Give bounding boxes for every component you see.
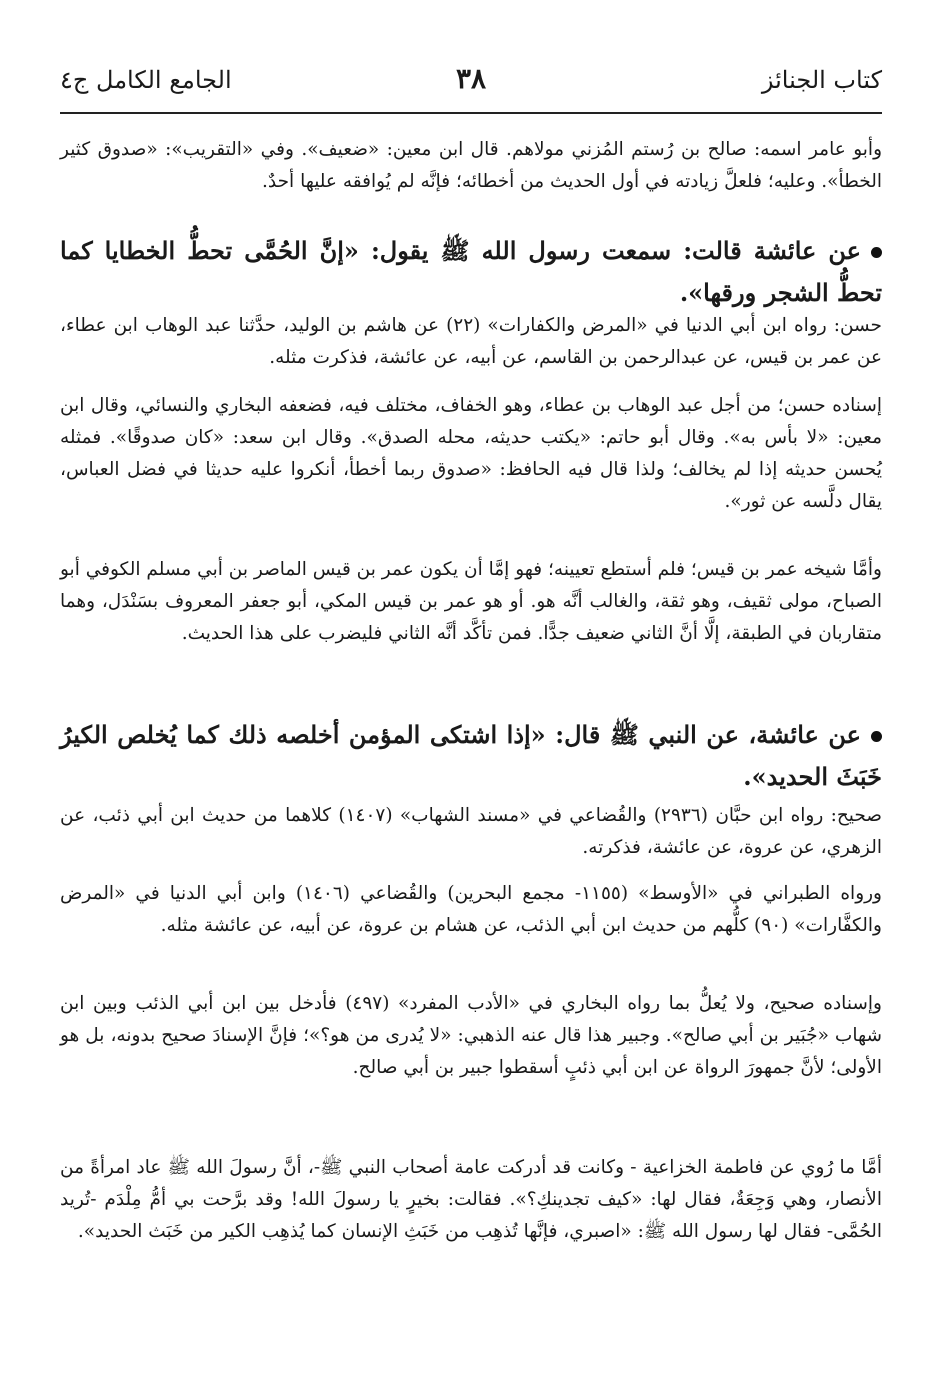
paragraph-text: أمَّا ما رُوي عن فاطمة الخزاعية - وكانت قد أدركت عامة أصحاب النبي ﷺ-، أنَّ رسولَ الله ﷺ عاد امرأةً من الأنصار، وهي وَجِعَةٌ، فقال لها: «كيف تجدينكِ؟». فقالت: بخيرٍ يا رسولَ الله! وقد برَّحت بي أمُّ مِلْدَم -تُريد الحُمَّى- فقال لها رسول الله ﷺ: «اصبري، فإنَّها تُذهِب من خَبَثِ الإنسان كما يُذهِب الكير من خَبَث الحديد». [60, 1157, 882, 1242]
paragraph-text: صحيح: رواه ابن حبَّان (٢٩٣٦) والقُضاعي في «مسند الشهاب» (١٤٠٧) كلاهما من حديث ابن أبي ذئب، عن الزهري، عن عروة، عن عائشة، فذكرته. [60, 805, 883, 858]
header-rule [60, 112, 882, 114]
paragraph-note [60, 988, 882, 1084]
paragraph-note [60, 800, 882, 864]
volume-title: الجامع الكامل ج٤ [60, 66, 232, 94]
page-header [60, 58, 882, 102]
paragraph-hadith [60, 714, 882, 798]
bullet-icon [871, 247, 882, 258]
paragraph-note [60, 878, 882, 942]
paragraph-text: وأمَّا شيخه عمر بن قيس؛ فلم أستطع تعيينه؛ فهو إمَّا أن يكون عمر بن قيس الماصر بن أبي مسلم الكوفي أبو الصباح، مولى ثقيف، وهو ثقة، والغالب أنَّه هو. أو هو عمر بن قيس المكي، أبو جعفر المعروف بسَنْدَل، وهما متقاربان في الطبقة، إلَّا أنَّ الثاني ضعيف جدًّا. فمن تأكَّد أنَّه الثاني فليضرب على هذا الحديث. [60, 559, 882, 644]
book-title: كتاب الجنائز [761, 66, 882, 94]
page-number: ٣٨ [455, 62, 487, 95]
paragraph-text: عن عائشة، عن النبي ﷺ قال: «إذا اشتكى المؤمن أخلصه ذلك كما يُخلص الكيرُ خَبَثَ الحديد». [60, 720, 882, 791]
paragraph-text: حسن: رواه ابن أبي الدنيا في «المرض والكفارات» (٢٢) عن هاشم بن الوليد، حدَّثنا عبد الوهاب ابن عطاء، عن عمر بن قيس، عن عبدالرحمن بن القاسم، عن أبيه، عن عائشة، فذكرت مثله. [60, 315, 882, 368]
paragraph-text: ورواه الطبراني في «الأوسط» (١١٥٥- مجمع البحرين) والقُضاعي (١٤٠٦) وابن أبي الدنيا في «المرض والكفَّارات» (٩٠) كلُّهم من حديث ابن أبي الذئب، عن هشام بن عروة، عن أبيه، عن عائشة مثله. [60, 883, 882, 936]
paragraph-note [60, 310, 882, 374]
paragraph-note [60, 134, 882, 198]
paragraph-note [60, 390, 882, 518]
paragraph-text: وإسناده صحيح، ولا يُعلُّ بما رواه البخاري في «الأدب المفرد» (٤٩٧) فأدخل بين ابن أبي الذئب وبين ابن شهاب «جُبَير بن أبي صالح». وجبير هذا قال عنه الذهبي: «لا يُدرى من هو؟»؛ فإنَّ الإسنادَ صحيح بدونه، بل هو الأولى؛ لأنَّ جمهورَ الرواة عن ابن أبي ذئبٍ أسقطوا جبير بن أبي صالح. [60, 993, 882, 1078]
paragraph-text: إسناده حسن؛ من أجل عبد الوهاب بن عطاء، وهو الخفاف، مختلف فيه، فضعفه البخاري والنسائي، وقال ابن معين: «لا بأس به». وقال أبو حاتم: «يكتب حديثه، محله الصدق». وقال ابن سعد: «كان صدوقًا». فمثله يُحسن حديثه إذا لم يخالف؛ ولذا قال فيه الحافظ: «صدوق ربما أخطأ، أنكروا عليه حديثا في فضل العباس، يقال دلَّسه عن ثور». [60, 395, 882, 512]
paragraph-text: وأبو عامر اسمه: صالح بن رُستم المُزني مولاهم. قال ابن معين: «ضعيف». وفي «التقريب»: «صدوق كثير الخطأ». وعليه؛ فلعلَّ زيادته في أول الحديث من أخطائه؛ فإنَّه لم يُوافقه عليها أحدٌ. [60, 139, 883, 192]
paragraph-note [60, 1152, 882, 1248]
paragraph-text: عن عائشة قالت: سمعت رسول الله ﷺ يقول: «إنَّ الحُمَّى تحطُّ الخطايا كما تحطُّ الشجر ورقها». [60, 236, 882, 307]
bullet-icon [871, 731, 882, 742]
paragraph-hadith [60, 230, 882, 314]
paragraph-note [60, 554, 882, 650]
